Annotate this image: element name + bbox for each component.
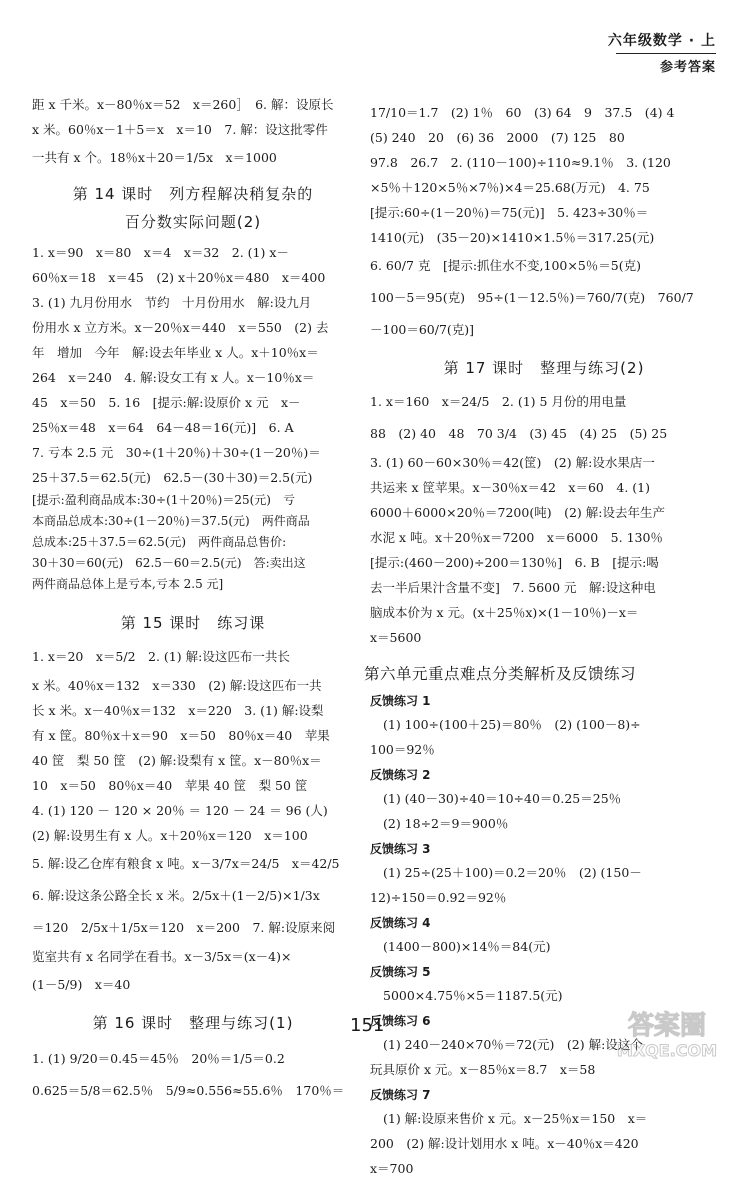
text-line: 264 x＝240 4. 解:设女工有 x 人。x－10％x＝ <box>32 370 315 385</box>
text-line: 共运来 x 筐苹果。x－30％x＝42 x＝60 4. (1) <box>370 480 650 495</box>
feedback-label: 反馈练习 6 <box>370 1014 431 1028</box>
text-line: 5. 解:设乙仓库有粮食 x 吨。x－3/7x＝24/5 x＝42/5 <box>32 856 340 871</box>
lesson-16-heading: 第 16 课时 整理与练习(1) <box>92 1014 294 1032</box>
text-line: 4. (1) 120 － 120 × 20％ ＝ 120 － 24 ＝ 96 (人) <box>32 803 328 818</box>
watermark-text: 答案圈 <box>627 1011 707 1041</box>
lesson-16-answers <box>32 1043 354 1107</box>
text-line: (1400－800)×14％＝84(元) <box>383 939 551 954</box>
text-line: 去一半后果汁含量不变] 7. 5600 元 解:设这种电 <box>370 580 656 595</box>
text-line: 100－5＝95(克) 95÷(1－12.5％)＝760/7(克) 760/7 <box>370 290 694 305</box>
text-line: 玩具原价 x 元。x－85％x＝8.7 x＝58 <box>370 1062 596 1077</box>
text-line: x＝700 <box>370 1161 414 1176</box>
text-line: 40 筐 梨 50 筐 (2) 解:设梨有 x 筐。x－80％x＝ <box>32 753 322 768</box>
text-line: 200 (2) 解:设计划用水 x 吨。x－40％x＝420 <box>370 1136 639 1151</box>
lesson-14-heading: 第 14 课时 列方程解决稍复杂的 百分数实际问题(2) <box>72 185 314 231</box>
text-line: 45 x＝50 5. 16 [提示:解:设原价 x 元 x－ <box>32 395 301 410</box>
text-line: 水泥 x 吨。x＋20％x＝7200 x＝6000 5. 130％ <box>370 530 663 545</box>
page-header <box>608 30 716 75</box>
tip-line: 本商品总成本:30÷(1－20％)＝37.5(元) 两件商品 <box>32 514 310 528</box>
tip-line: 两件商品总体上是亏本,亏本 2.5 元] <box>32 577 224 591</box>
text-line: 1. x＝90 x＝80 x＝4 x＝32 2. (1) x－ <box>32 245 289 260</box>
text-line: 97.8 26.7 2. (110－100)÷110≈9.1％ 3. (120 <box>370 155 671 170</box>
lesson-17-heading: 第 17 课时 整理与练习(2) <box>443 359 645 377</box>
lesson-15-answers <box>32 641 354 1001</box>
left-column <box>32 92 354 1107</box>
text-line: 6000＋6000×20％＝7200(吨) (2) 解:设去年生产 <box>370 505 665 520</box>
text-line: 1410(元) (35－20)×1410×1.5％＝317.25(元) <box>370 230 655 245</box>
text-line: 12)÷150＝0.92＝92％ <box>370 890 507 905</box>
lesson-15-heading: 第 15 课时 练习课 <box>120 614 266 632</box>
text-line: 10 x＝50 80％x＝40 苹果 40 筐 梨 50 筐 <box>32 778 308 793</box>
text-line: 17/10＝1.7 (2) 1％ 60 (3) 64 9 37.5 (4) 4 <box>370 105 675 120</box>
text-line: (1) 240－240×70％＝72(元) (2) 解:设这个 <box>383 1037 643 1052</box>
text-line: [提示:60÷(1－20％)＝75(元)] 5. 423÷30％＝ <box>370 205 649 220</box>
page-number: 151 <box>350 1015 385 1036</box>
text-line: (1) 25÷(25＋100)＝0.2＝20％ (2) (150－ <box>383 865 642 880</box>
text-line: 0.625＝5/8＝62.5％ 5/9≈0.556≈55.6％ 170％＝ <box>32 1083 345 1098</box>
feedback-label: 反馈练习 5 <box>370 965 431 979</box>
text-line: 5000×4.75％×5＝1187.5(元) <box>383 988 563 1003</box>
text-line: 25＋37.5＝62.5(元) 62.5－(30＋30)＝2.5(元) <box>32 470 313 485</box>
text-line: (1) 100÷(100＋25)＝80％ (2) (100－8)÷ <box>383 717 641 732</box>
text-line: x 米。40％x＝132 x＝330 (2) 解:设这匹布一共 <box>32 678 322 693</box>
text-line: (2) 18÷2＝9＝900％ <box>383 816 509 831</box>
text-line: 6. 60/7 克 [提示:抓住水不变,100×5％＝5(克) <box>370 258 641 273</box>
text-line: 1. x＝20 x＝5/2 2. (1) 解:设这匹布一共长 <box>32 649 290 664</box>
text-line: 脑成本价为 x 元。(x＋25％x)×(1－10％)－x＝ <box>370 605 639 620</box>
text-line: 3. (1) 九月份用水 节约 十月份用水 解:设九月 <box>32 295 312 310</box>
text-line: 60％x＝18 x＝45 (2) x＋20％x＝480 x＝400 <box>32 270 326 285</box>
feedback-label: 反馈练习 3 <box>370 842 431 856</box>
feedback-label: 反馈练习 4 <box>370 916 431 930</box>
watermark-url: MXQE.COM <box>616 1041 718 1060</box>
unit-six-heading: 第六单元重点难点分类解析及反馈练习 <box>364 665 637 683</box>
text-line: (1) (40－30)÷40＝10÷40＝0.25＝25％ <box>383 791 622 806</box>
text-line: 1. (1) 9/20＝0.45＝45％ 20％＝1/5＝0.2 <box>32 1051 285 1066</box>
text-line: 一共有 x 个。18％x＋20＝1/5x x＝1000 <box>32 150 277 165</box>
text-line: [提示:(460－200)÷200＝130％] 6. B [提示:喝 <box>370 555 659 570</box>
text-line: 年 增加 今年 解:设去年毕业 x 人。x＋10％x＝ <box>32 345 319 360</box>
text-line: x 米。60％x－1＋5＝x x＝10 7. 解：设这批零件 <box>32 122 328 137</box>
section-title: 参考答案 <box>659 60 716 75</box>
text-line: 6. 解:设这条公路全长 x 米。2/5x＋(1－2/5)×1/3x <box>32 888 320 903</box>
feedback-practice <box>370 690 718 1181</box>
text-line: 7. 亏本 2.5 元 30÷(1＋20％)＋30÷(1－20％)＝ <box>32 445 321 460</box>
text-line: (2) 解:设男生有 x 人。x＋20％x＝120 x＝100 <box>32 828 308 843</box>
feedback-label: 反馈练习 2 <box>370 768 431 782</box>
feedback-label: 反馈练习 1 <box>370 694 431 708</box>
feedback-label: 反馈练习 7 <box>370 1088 431 1102</box>
tip-line: 30＋30＝60(元) 62.5－60＝2.5(元) 答:卖出这 <box>32 556 306 570</box>
text-line: ×5％＋120×5％×7％)×4＝25.68(万元) 4. 75 <box>370 180 650 195</box>
text-line: (1－5/9) x＝40 <box>32 977 131 992</box>
text-line: 3. (1) 60－60×30％＝42(筐) (2) 解:设水果店一 <box>370 455 655 470</box>
watermark-logo <box>592 1006 742 1062</box>
text-line: 长 x 米。x－40％x＝132 x＝220 3. (1) 解:设梨 <box>32 703 324 718</box>
text-line: －100＝60/7(克)] <box>370 322 475 337</box>
text-line: (1) 解:设原来售价 x 元。x－25％x＝150 x＝ <box>383 1111 648 1126</box>
text-line: 有 x 筐。80％x＋x＝90 x＝50 80％x＝40 苹果 <box>32 728 330 743</box>
text-line: ＝120 2/5x＋1/5x＝120 x＝200 7. 解:设原来阅 <box>32 920 336 935</box>
header-rule <box>616 53 716 54</box>
text-line: 25％x＝48 x＝64 64－48＝16(元)] 6. A <box>32 420 294 435</box>
tip-line: [提示:盈利商品成本:30÷(1＋20％)＝25(元) 亏 <box>32 493 295 507</box>
text-line: 览室共有 x 名同学在看书。x－3/5x＝(x－4)× <box>32 949 292 964</box>
text-line: 距 x 千米。x－80％x＝52 x＝260］ 6. 解：设原长 <box>32 97 334 112</box>
text-line: (5) 240 20 (6) 36 2000 (7) 125 80 <box>370 130 625 145</box>
lesson-17-answers <box>370 386 718 650</box>
text-line: 1. x＝160 x＝24/5 2. (1) 5 月份的用电量 <box>370 394 627 409</box>
book-title: 六年级数学 · 上 <box>607 33 716 49</box>
lesson-14-answers <box>32 240 354 595</box>
text-line: 88 (2) 40 48 70 3/4 (3) 45 (4) 25 (5) 25 <box>370 426 668 441</box>
tip-line: 总成本:25＋37.5＝62.5(元) 两件商品总售价: <box>32 535 287 549</box>
text-line: x＝5600 <box>370 630 422 645</box>
text-line: 份用水 x 立方米。x－20％x＝440 x＝550 (2) 去 <box>32 320 329 335</box>
text-line: 100＝92％ <box>370 742 435 757</box>
